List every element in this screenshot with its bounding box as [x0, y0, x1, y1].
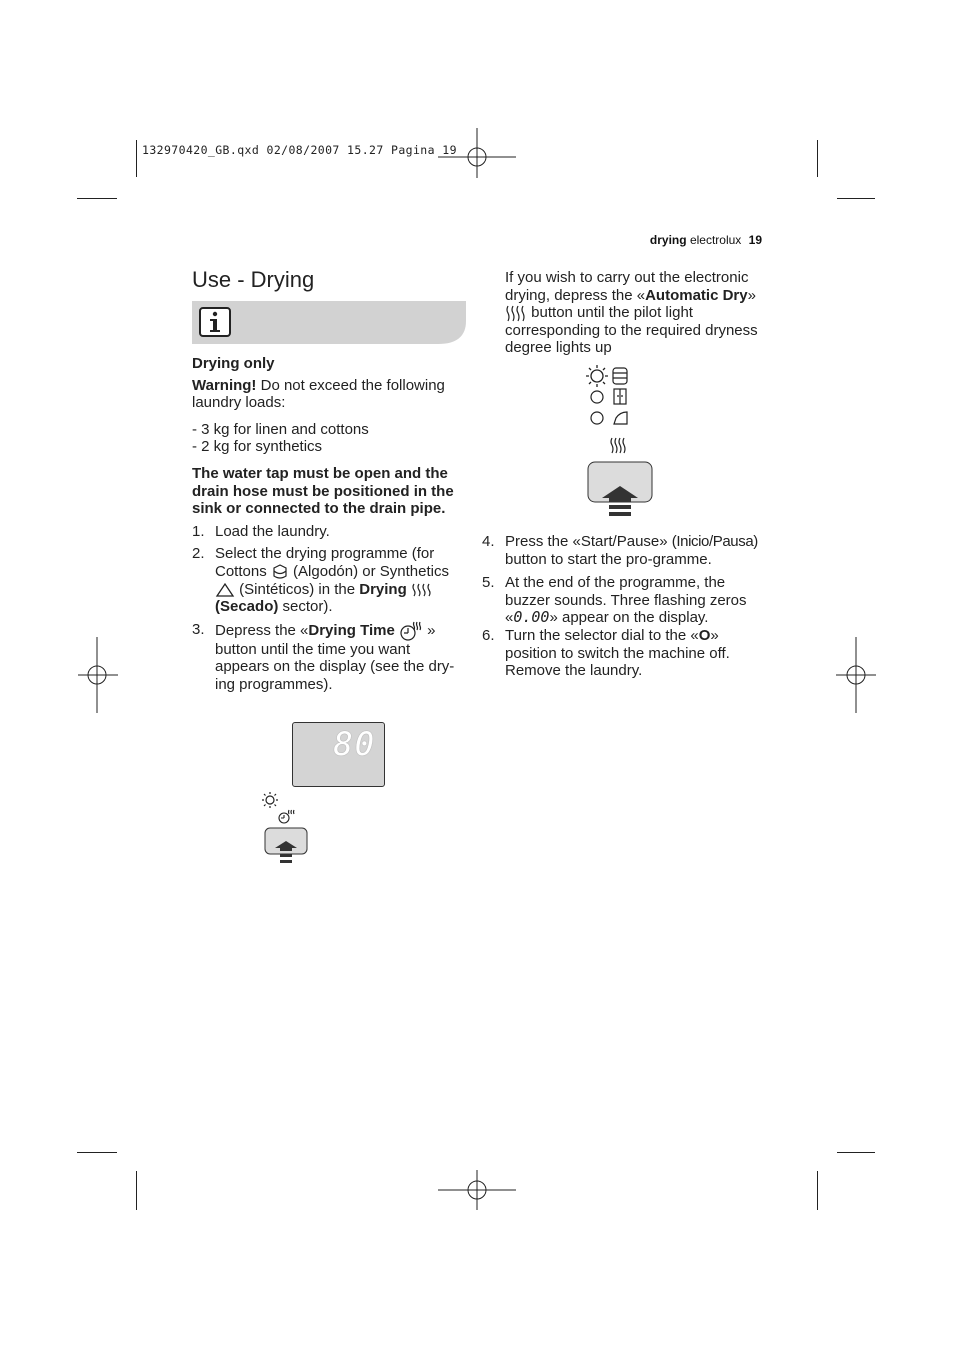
drying-time-icon: [279, 810, 294, 823]
warning-text: Do not exceed the following laundry loads:: [192, 376, 445, 412]
iron-dry-light: [591, 412, 603, 424]
step-6-off-symbol: O: [698, 626, 711, 644]
warning-label: Warning!: [192, 376, 257, 394]
extra-dry-icon: [613, 368, 627, 384]
cupboard-dry-light: [591, 391, 603, 403]
step-6-text-a: Turn the selector dial to the «: [505, 626, 699, 644]
step-1-number: 1.: [192, 522, 205, 540]
intro-text-d: button until the pilot light corresponding to the required dryness degree lights up: [505, 304, 758, 357]
step-5-number: 5.: [482, 574, 495, 592]
step-3-drying-time: Drying Time: [308, 621, 395, 639]
sun-indicator-icon: [262, 792, 278, 808]
display-value: 80: [333, 725, 376, 763]
step-2-text-c: (Sintéticos) in the: [239, 580, 356, 598]
header-brand: electrolux: [689, 233, 742, 247]
step-5-zeros: 0.00: [513, 608, 550, 627]
intro-text-c: »: [747, 286, 756, 304]
drying-icon: [411, 582, 431, 598]
automatic-dry-icon: [505, 305, 527, 322]
step-1: [192, 523, 467, 541]
page-number: 19: [748, 233, 762, 247]
button-arrow-icon: [265, 828, 307, 863]
step-4-number: 4.: [482, 533, 495, 550]
step-2: [192, 545, 467, 615]
section-heading: Drying only: [192, 355, 275, 372]
step-6-text-c: » position to switch the machine off. Remove the laundry.: [505, 626, 730, 680]
cotton-icon: [271, 564, 289, 580]
running-header: [650, 233, 762, 247]
print-slug: 132970420_GB.qxd 02/08/2007 15.27 Pagina 19: [142, 143, 457, 157]
step-2-number: 2.: [192, 545, 205, 563]
drying-time-icon: [399, 621, 423, 641]
step-1-text: Load the laundry.: [215, 522, 330, 540]
step-2-secado: (Secado): [215, 598, 279, 616]
water-note: The water tap must be open and the drain hose must be positioned in the sink or connected to the drain pipe.: [192, 464, 454, 518]
step-3-text-a: Depress the «: [215, 621, 309, 639]
step-3-text-d: button until the time you want appears on the display (see the dry-ing programmes).: [215, 640, 455, 693]
step-4: [482, 533, 763, 568]
step-4-inicio-pausa: (Inicio/Pausa): [671, 533, 758, 550]
drying-time-button-panel: [258, 790, 318, 870]
step-5: [482, 574, 763, 627]
step-5-text-c: » appear on the display.: [549, 609, 709, 627]
step-2-drying: Drying: [359, 580, 407, 598]
load-synthetics: - 2 kg for synthetics: [192, 438, 323, 456]
left-column: [192, 355, 467, 694]
iron-dry-icon: [614, 412, 627, 424]
right-steps: [482, 533, 763, 680]
intro-automatic-dry: Automatic Dry: [645, 286, 748, 304]
step-4-text-a: Press the «Start/Pause»: [505, 533, 668, 550]
step-2-text-a: Select the drying programme (for Cottons: [215, 545, 435, 580]
auto-dry-intro: [505, 269, 763, 357]
sun-indicator-icon: [586, 365, 608, 387]
load-linen: - 3 kg for linen and cottons: [192, 420, 369, 438]
intro-text-a: If you wish to carry out the electronic drying, depress the «: [505, 269, 749, 304]
step-2-text-f: sector).: [278, 598, 333, 616]
warning-paragraph: [192, 377, 467, 412]
page-title: Use - Drying: [192, 267, 315, 292]
step-3-number: 3.: [192, 620, 205, 638]
time-display: [292, 722, 385, 787]
step-3: [192, 621, 467, 694]
header-section: drying: [649, 233, 687, 247]
step-2-text-b: (Algodón) or Synthetics: [293, 562, 449, 580]
step-6-number: 6.: [482, 626, 495, 644]
drying-icon: [611, 438, 625, 453]
step-4-text-c: button to start the pro-gramme.: [505, 550, 712, 568]
button-arrow-icon: [588, 462, 652, 516]
step-6: [482, 627, 763, 680]
synthetic-icon: [215, 582, 235, 598]
automatic-dry-panel: [580, 360, 660, 520]
cupboard-dry-icon: [614, 389, 626, 404]
step-3-text-c: »: [427, 621, 436, 639]
info-icon: [200, 308, 230, 336]
step-5-text-a: At the end of the programme, the buzzer sounds. Three flashing zeros «: [505, 574, 747, 627]
info-bar: [192, 301, 466, 344]
